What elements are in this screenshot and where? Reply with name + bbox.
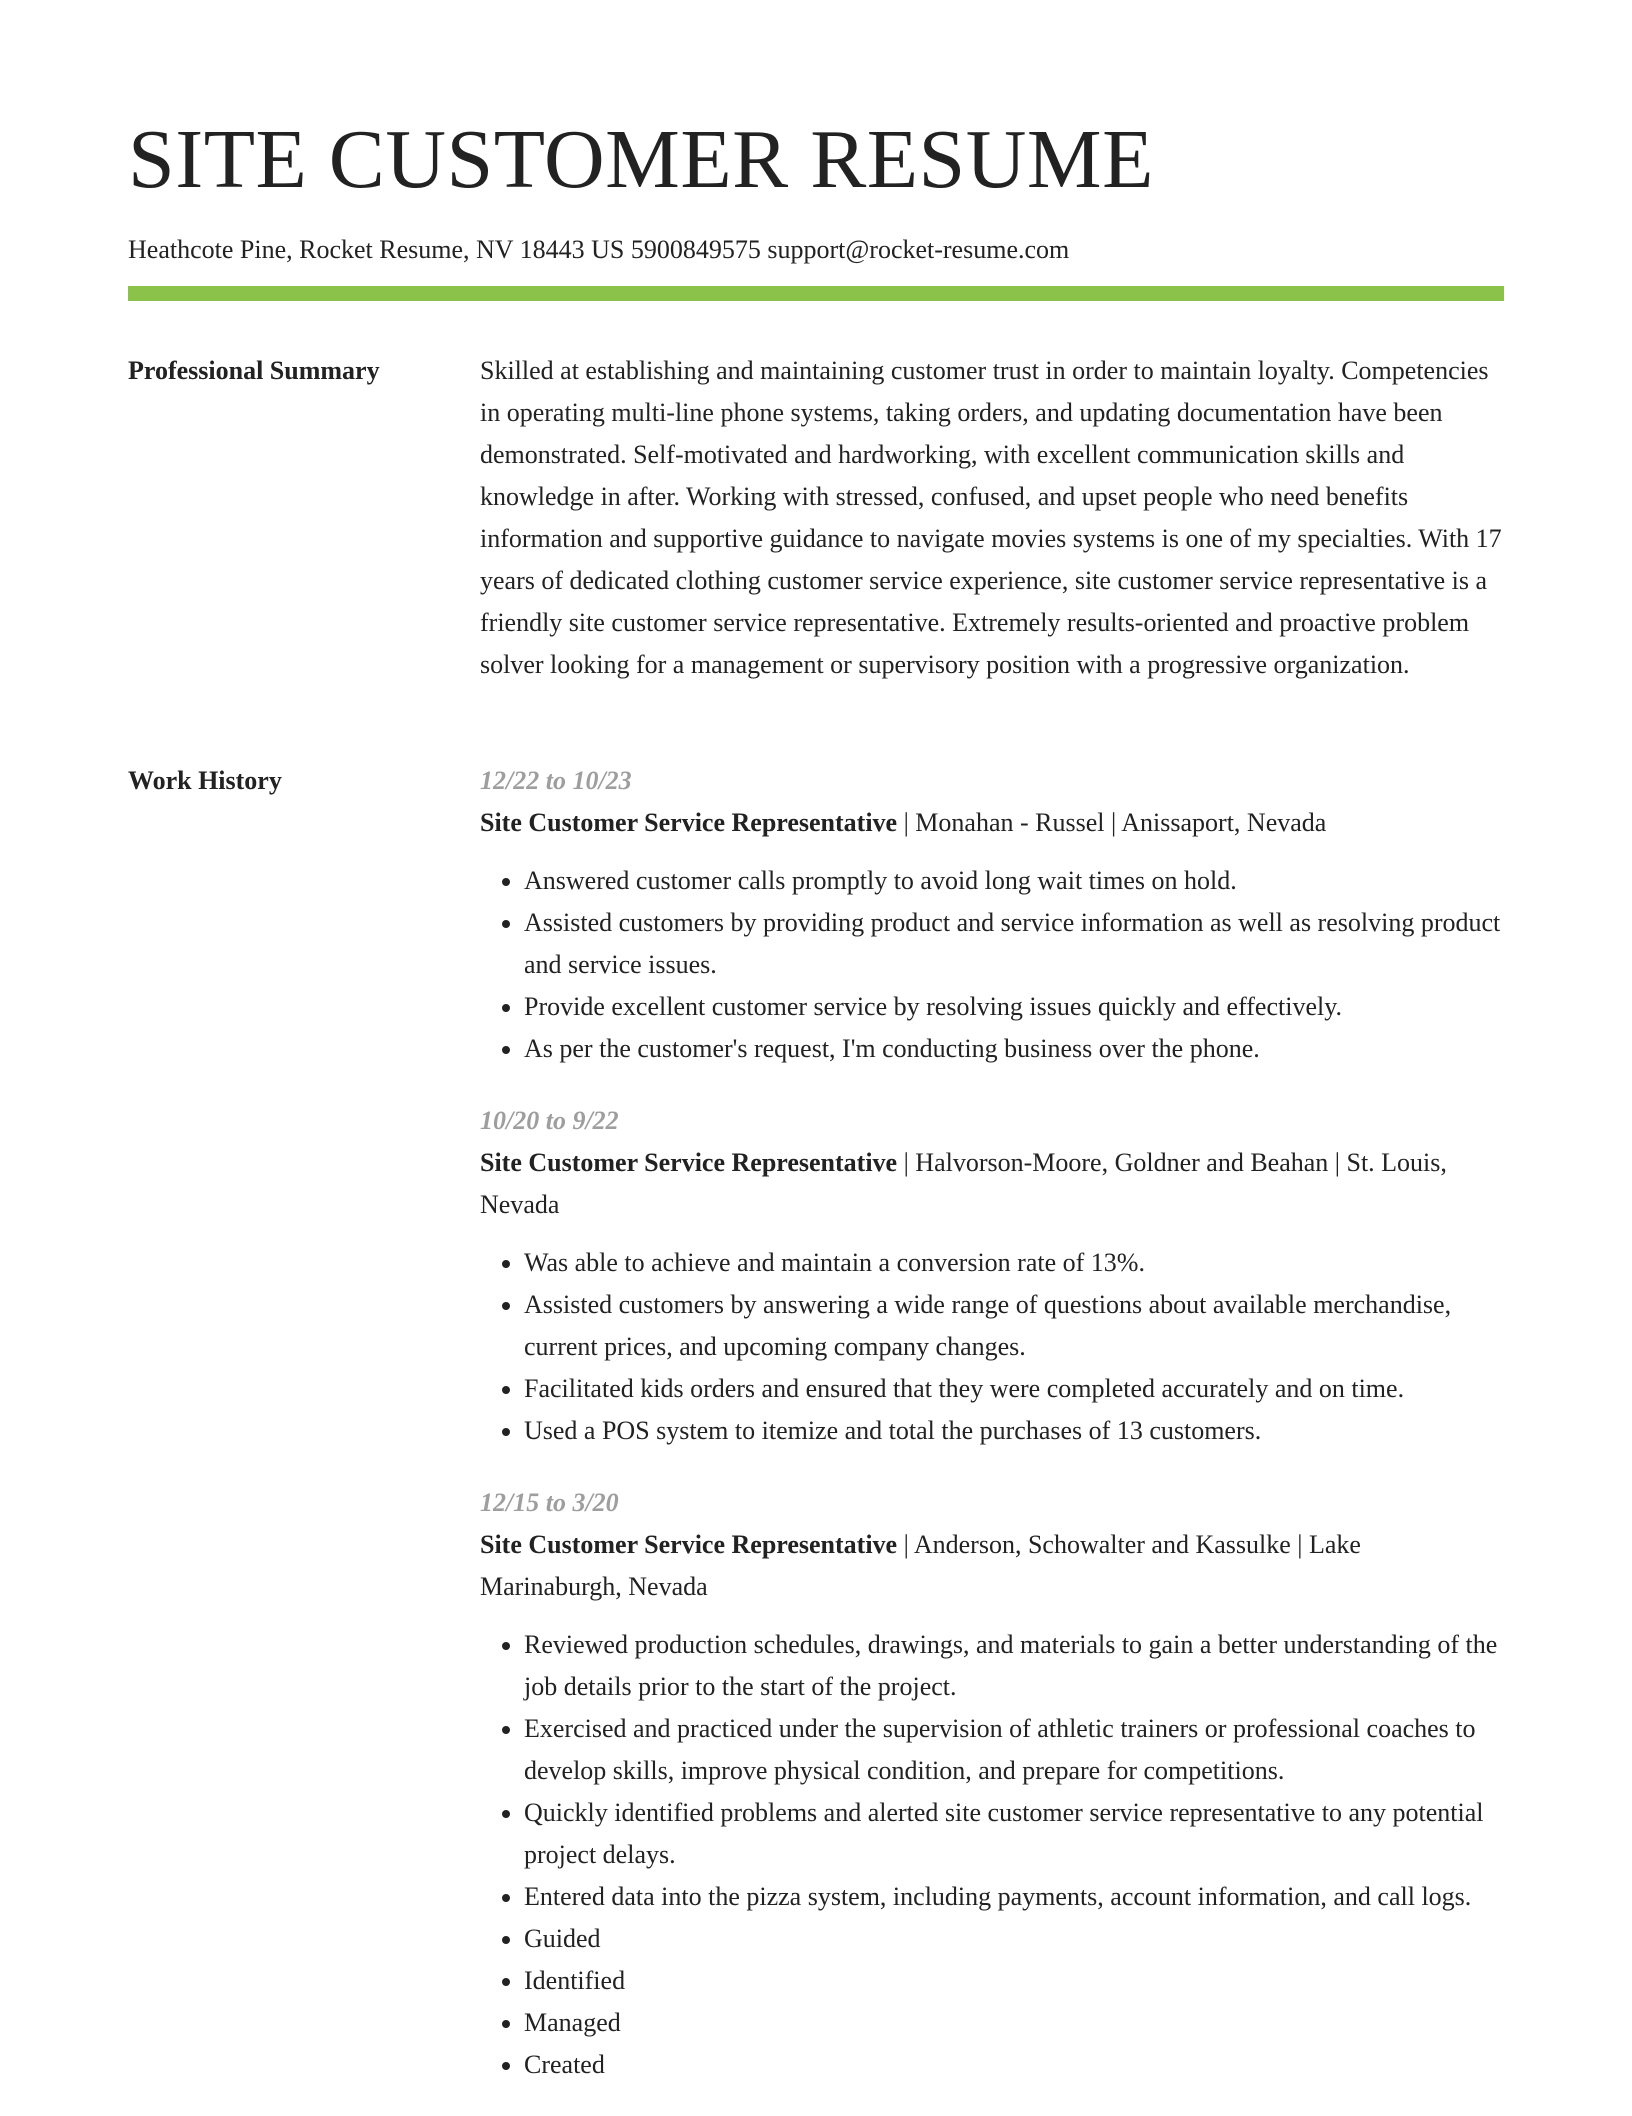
- resume-title: SITE CUSTOMER RESUME: [128, 113, 1154, 206]
- list-item: • Used a POS system to itemize and total the purchases of 13 customers.: [524, 1410, 1504, 1452]
- job-bullets: [480, 860, 1504, 1070]
- job-title: Site Customer Service Representative: [480, 1530, 898, 1559]
- work-history-body: [480, 760, 1504, 2116]
- section-label: Work History: [128, 766, 282, 795]
- list-item: • Exercised and practiced under the supervision of athletic trainers or professional coaches to develop skills, improve physical condition, and prepare for competitions.: [524, 1708, 1504, 1792]
- job-title: Site Customer Service Representative: [480, 1148, 898, 1177]
- job-details: | Halvorson-Moore, Goldner and Beahan | St. Louis, Nevada: [480, 1148, 1447, 1219]
- list-item: • Created: [524, 2044, 1504, 2086]
- work-history-section: [128, 760, 1504, 2116]
- list-item: • Provide excellent customer service by resolving issues quickly and effectively.: [524, 986, 1504, 1028]
- job-heading: [480, 1524, 1504, 1608]
- list-item: • Assisted customers by providing product and service information as well as resolving product and service issues.: [524, 902, 1504, 986]
- list-item: • Identified: [524, 1960, 1504, 2002]
- list-item: • Facilitated kids orders and ensured that they were completed accurately and on time.: [524, 1368, 1504, 1410]
- job-title: Site Customer Service Representative: [480, 808, 898, 837]
- job-entry: [480, 1100, 1504, 1452]
- job-heading: [480, 1142, 1504, 1226]
- summary-body: [480, 350, 1504, 686]
- list-item: • Quickly identified problems and alerted site customer service representative to any potential project delays.: [524, 1792, 1504, 1876]
- list-item: • Guided: [524, 1918, 1504, 1960]
- job-details: | Anderson, Schowalter and Kassulke | Lake Marinaburgh, Nevada: [480, 1530, 1361, 1601]
- job-details: | Monahan - Russel | Anissaport, Nevada: [897, 808, 1327, 837]
- section-label: Professional Summary: [128, 356, 380, 385]
- job-dates: 12/15 to 3/20: [480, 1488, 619, 1517]
- list-item: • Assisted customers by answering a wide range of questions about available merchandise, current prices, and upcoming company changes.: [524, 1284, 1504, 1368]
- list-item: • Answered customer calls promptly to avoid long wait times on hold.: [524, 860, 1504, 902]
- contact-line: Heathcote Pine, Rocket Resume, NV 18443 US 5900849575 support@rocket-resume.com: [128, 235, 1070, 264]
- list-item: • Was able to achieve and maintain a conversion rate of 13%.: [524, 1242, 1504, 1284]
- list-item: • Entered data into the pizza system, including payments, account information, and call logs.: [524, 1876, 1504, 1918]
- summary-text: Skilled at establishing and maintaining customer trust in order to maintain loyalty. Competencies in operating multi-line phone systems, taking orders, and updating documentation have been demonstrated. Self-motivated and hardworking, with excellent communication skills and knowledge in after. Working with stressed, confused, and upset people who need benefits information and supportive guidance to navigate movies systems is one of my specialties. With 17 years of dedicated clothing customer service experience, site customer service representative is a friendly site customer service representative. Extremely results-oriented and proactive problem solver looking for a management or supervisory position with a progressive organization.: [480, 356, 1502, 679]
- job-entry: [480, 1482, 1504, 2086]
- job-bullets: [480, 1242, 1504, 1452]
- job-heading: [480, 802, 1504, 844]
- job-entry: [480, 760, 1504, 1070]
- job-dates: 12/22 to 10/23: [480, 766, 632, 795]
- job-dates: 10/20 to 9/22: [480, 1106, 619, 1135]
- accent-divider: [128, 286, 1504, 301]
- list-item: • As per the customer's request, I'm conducting business over the phone.: [524, 1028, 1504, 1070]
- professional-summary-section: [128, 350, 1504, 686]
- list-item: • Reviewed production schedules, drawings, and materials to gain a better understanding of the job details prior to the start of the project.: [524, 1624, 1504, 1708]
- job-bullets: [480, 1624, 1504, 2086]
- list-item: • Managed: [524, 2002, 1504, 2044]
